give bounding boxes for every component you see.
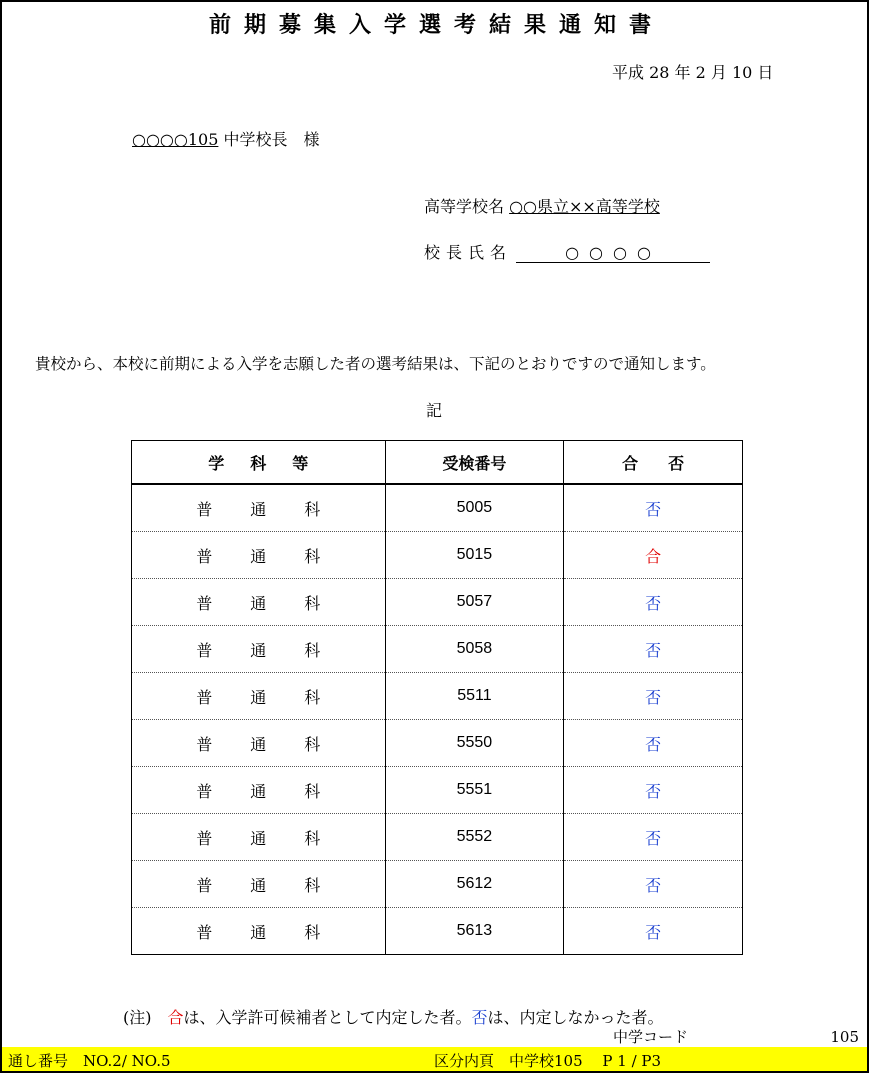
principal-label: 校長氏名 xyxy=(424,243,513,262)
header-department: 学科等 xyxy=(132,441,386,485)
cell-department: 普通科 xyxy=(132,484,386,532)
table-row xyxy=(132,673,743,720)
table-row xyxy=(132,767,743,814)
cell-result: 否 xyxy=(564,673,743,720)
principal-row xyxy=(424,240,710,263)
addressee-suffix: 中学校長 様 xyxy=(218,130,320,149)
cell-exam-number: 5015 xyxy=(385,532,564,579)
cell-exam-number: 5552 xyxy=(385,814,564,861)
cell-result: 否 xyxy=(564,814,743,861)
cell-department: 普通科 xyxy=(132,720,386,767)
cell-exam-number: 5511 xyxy=(385,673,564,720)
cell-result: 合 xyxy=(564,532,743,579)
note-fail-text: は、内定しなかった者。 xyxy=(487,1008,664,1027)
cell-result: 否 xyxy=(564,908,743,955)
note-fail-mark: 否 xyxy=(471,1008,488,1027)
notice-body-text: 貴校から、本校に前期による入学を志願した者の選考結果は、下記のとおりですので通知します。 xyxy=(35,355,716,373)
table-row xyxy=(132,908,743,955)
issue-date: 平成 28 年 2 月 10 日 xyxy=(612,63,774,82)
school-code-label: 中学コード xyxy=(613,1028,689,1046)
cell-department: 普通科 xyxy=(132,673,386,720)
cell-exam-number: 5005 xyxy=(385,484,564,532)
cell-result: 否 xyxy=(564,861,743,908)
cell-department: 普通科 xyxy=(132,908,386,955)
cell-department: 普通科 xyxy=(132,532,386,579)
footer-bar xyxy=(2,1047,867,1071)
high-school-value: ○○県立××高等学校 xyxy=(509,197,660,216)
cell-exam-number: 5550 xyxy=(385,720,564,767)
results-header-row xyxy=(132,441,743,485)
footer-page-info: 区分内頁 中学校105 P 1 / P3 xyxy=(434,1052,662,1070)
cell-result: 否 xyxy=(564,626,743,673)
cell-department: 普通科 xyxy=(132,626,386,673)
footer-serial-number: 通し番号 NO.2/ NO.5 xyxy=(8,1052,171,1070)
table-row xyxy=(132,720,743,767)
cell-exam-number: 5058 xyxy=(385,626,564,673)
cell-exam-number: 5057 xyxy=(385,579,564,626)
note-pass-mark: 合 xyxy=(167,1008,184,1027)
ki-heading: 記 xyxy=(426,401,443,420)
cell-result: 否 xyxy=(564,579,743,626)
cell-exam-number: 5613 xyxy=(385,908,564,955)
note-pass-text: は、入学許可候補者として内定した者。 xyxy=(183,1008,472,1027)
document-title: 前期募集入学選考結果通知書 xyxy=(208,12,664,38)
cell-result: 否 xyxy=(564,720,743,767)
cell-result: 否 xyxy=(564,484,743,532)
table-row xyxy=(132,814,743,861)
cell-exam-number: 5551 xyxy=(385,767,564,814)
cell-department: 普通科 xyxy=(132,767,386,814)
header-exam-number: 受検番号 xyxy=(385,441,564,485)
cell-department: 普通科 xyxy=(132,861,386,908)
table-row xyxy=(132,532,743,579)
cell-exam-number: 5612 xyxy=(385,861,564,908)
table-row xyxy=(132,579,743,626)
addressee-school: ○○○○105 xyxy=(132,130,219,149)
high-school-name-row xyxy=(424,194,668,217)
cell-result: 否 xyxy=(564,767,743,814)
addressee xyxy=(132,127,319,150)
table-row xyxy=(132,626,743,673)
results-table xyxy=(131,440,743,955)
note-prefix: (注) xyxy=(123,1008,168,1027)
table-row xyxy=(132,861,743,908)
header-result: 合否 xyxy=(564,441,743,485)
cell-department: 普通科 xyxy=(132,814,386,861)
school-code-value: 105 xyxy=(830,1028,859,1046)
principal-value: ○○○○ xyxy=(516,243,710,263)
legend-note xyxy=(123,1005,664,1028)
high-school-label: 高等学校名 xyxy=(424,197,510,216)
table-row xyxy=(132,484,743,532)
cell-department: 普通科 xyxy=(132,579,386,626)
